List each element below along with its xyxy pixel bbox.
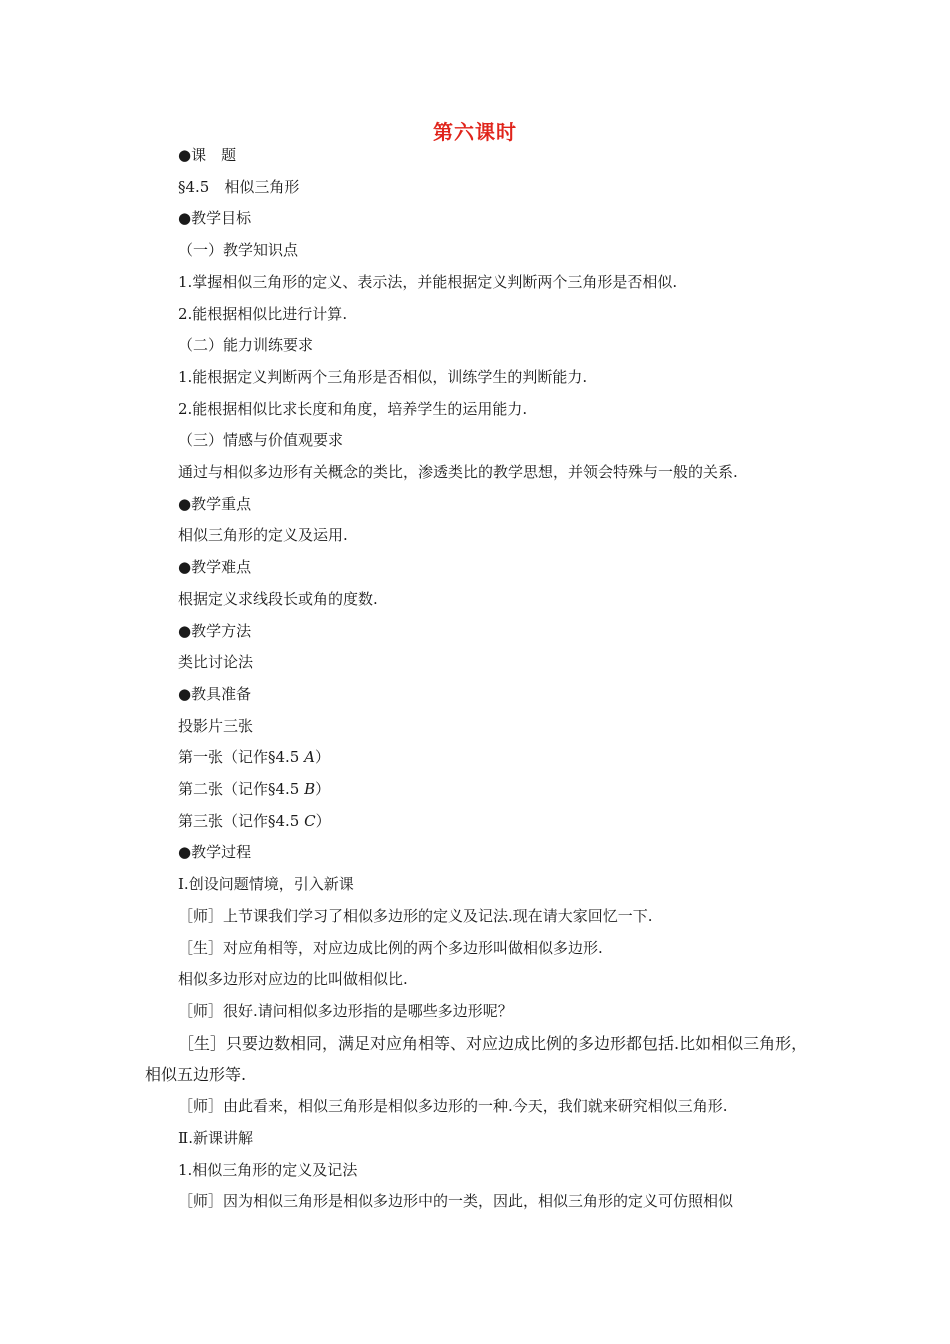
goal1-item1: 1.掌握相似三角形的定义、表示法，并能根据定义判断两个三角形是否相似.	[178, 272, 678, 291]
page-title: 第六课时	[433, 120, 517, 144]
dialogue-teacher-3: ［师］由此看来，相似三角形是相似多边形的一种.今天，我们就来研究相似三角形.	[178, 1097, 728, 1116]
dialogue-student-2: ［生］只要边数相同，满足对应角相等、对应边成比例的多边形都包括.比如相似三角形，相似五边形等.	[145, 1033, 808, 1085]
tools-heading: ●教具准备	[178, 684, 252, 703]
goal3-heading: （三）情感与价值观要求	[178, 431, 344, 450]
dialogue-teacher-1: ［师］上节课我们学习了相似多边形的定义及记法.现在请大家回忆一下.	[178, 906, 653, 925]
slide2-prefix: 第二张（记作§4.5	[178, 780, 305, 799]
difficulty-text: 根据定义求线段长或角的度数.	[178, 589, 378, 608]
difficulty-heading: ●教学难点	[178, 558, 252, 577]
subsection-1-heading: 1.相似三角形的定义及记法	[178, 1160, 358, 1179]
slide2-close: ）	[315, 780, 331, 799]
slide3-close: ）	[315, 811, 331, 830]
dialogue-student-1: ［生］对应角相等，对应边成比例的两个多边形叫做相似多边形.	[178, 938, 603, 957]
key-text: 相似三角形的定义及运用.	[178, 526, 348, 545]
method-heading: ●教学方法	[178, 621, 252, 640]
topic-text: §4.5 相似三角形	[178, 177, 300, 196]
process-heading: ●教学过程	[178, 843, 252, 862]
part1-heading: Ⅰ.创设问题情境，引入新课	[178, 875, 354, 894]
slide1-letter: A	[304, 748, 315, 767]
slide2-letter: B	[304, 780, 316, 799]
topic-heading: ●课 题	[178, 146, 237, 164]
slide1-prefix: 第一张（记作§4.5	[178, 748, 305, 767]
goal3-item1: 通过与相似多边形有关概念的类比，渗透类比的教学思想，并领会特殊与一般的关系.	[178, 463, 738, 482]
part2-heading: Ⅱ.新课讲解	[178, 1128, 253, 1147]
goal1-item2: 2.能根据相似比进行计算.	[178, 304, 348, 323]
tools-text: 投影片三张	[178, 716, 254, 735]
goals-heading: ●教学目标	[178, 209, 252, 228]
slide3-line	[145, 806, 810, 838]
method-text: 类比讨论法	[178, 653, 254, 672]
key-heading: ●教学重点	[178, 494, 252, 513]
goal2-item2: 2.能根据相似比求长度和角度，培养学生的运用能力.	[178, 399, 528, 418]
slide2-line	[145, 774, 810, 806]
document-body	[145, 140, 810, 1218]
goal1-heading: （一）教学知识点	[178, 241, 299, 260]
slide1-line	[145, 742, 810, 774]
slide3-prefix: 第三张（记作§4.5	[178, 811, 305, 830]
slide3-letter: C	[304, 811, 316, 830]
dialogue-teacher-4: ［师］因为相似三角形是相似多边形中的一类，因此，相似三角形的定义可仿照相似	[178, 1192, 734, 1211]
dialogue-teacher-2: ［师］很好.请问相似多边形指的是哪些多边形呢？	[178, 1001, 513, 1020]
goal2-heading: （二）能力训练要求	[178, 336, 314, 355]
goal2-item1: 1.能根据定义判断两个三角形是否相似，训练学生的判断能力.	[178, 367, 588, 386]
dialogue-student-1b: 相似多边形对应边的比叫做相似比.	[178, 970, 408, 989]
slide1-close: ）	[314, 748, 330, 767]
